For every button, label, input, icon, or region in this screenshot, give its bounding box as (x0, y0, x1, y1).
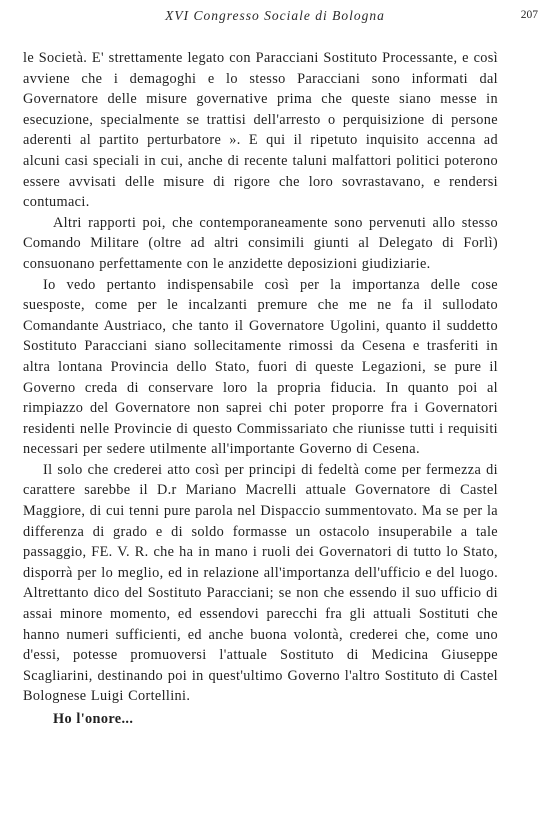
paragraph-1: le Società. E' strettamente legato con Paracciani Sostituto Processante, e così avviene che i demagoghi e lo stesso Paracciani sono informati dal Governatore delle misure governative prima che queste siano messe in esecuzione, specialmente se trattisi dell'arresto o perquisizione di persone aderenti al partito perturbatore ». E qui il ripetuto inquisito accenna ad alcuni casi speciali in cui, anche di recente taluni malfattori politici poterono essere avvisati delle misure di rigore che loro sovrastavano, e rendersi contumaci. (23, 50, 498, 211)
paragraph-3: Io vedo pertanto indispensabile così per la importanza delle cose suesposte, come per le incalzanti premure che me ne fa il sullodato Comandante Austriaco, che tanto il Governatore Ugolini, quanto il suddetto Sostituto Paracciani siano sollecitamente rimossi da Cesena e trasferiti in altra lontana Provincia dello Stato, fuori di queste Legazioni, se pure il Governo creda di conservare loro la propria fiducia. In quanto poi al rimpiazzo del Governatore non saprei chi poter proporre fra i Governatori residenti nelle Provincie di questo Commissariato che riunisse tutti i requisiti necessari per sedere utilmente all'importante Governo di Cesena. (23, 276, 498, 458)
page-number: 207 (520, 9, 538, 21)
running-head: XVI Congresso Sociale di Bologna (165, 8, 385, 23)
page-header (0, 6, 550, 26)
paragraph-4: Il solo che crederei atto così per principi di fedeltà come per fermezza di carattere sarebbe il D.r Mariano Macrelli attuale Governatore di Castel Maggiore, di cui tenni pure parola nel Dispaccio summentovato. Ma se per la differenza di grado e di soldo formasse un ostacolo insuperabile a tale passaggio, FE. V. R. che ha in mano i ruoli dei Governatori di tutto lo Stato, disporrà per lo meglio, ed in relazione all'importanza dell'ufficio e del luogo. Altrettanto dico del Sostituto Paracciani; se non che essendo il suo ufficio di assai minore momento, ed essendovi parecchi fra gli attuali Sostituti che hanno numeri sufficienti, ed anche buona volontà, crederei che, come uno d'essi, potesse promuoversi l'attuale Sostituto di Medicina Giuseppe Scagliarini, destinando poi in quest'ultimo Governo l'altro Sostituto di Castel Bolognese Luigi Cortellini. (23, 461, 498, 705)
closing-salutation: Ho l'onore... (53, 711, 134, 727)
body-text (23, 48, 498, 730)
paragraph-2: Altri rapporti poi, che contemporaneamente sono pervenuti allo stesso Comando Militare (oltre ad altri consimili giunti al Delegato di Forlì) consuonano perfettamente con le anzidette deposizioni giudiziarie. (23, 214, 498, 272)
